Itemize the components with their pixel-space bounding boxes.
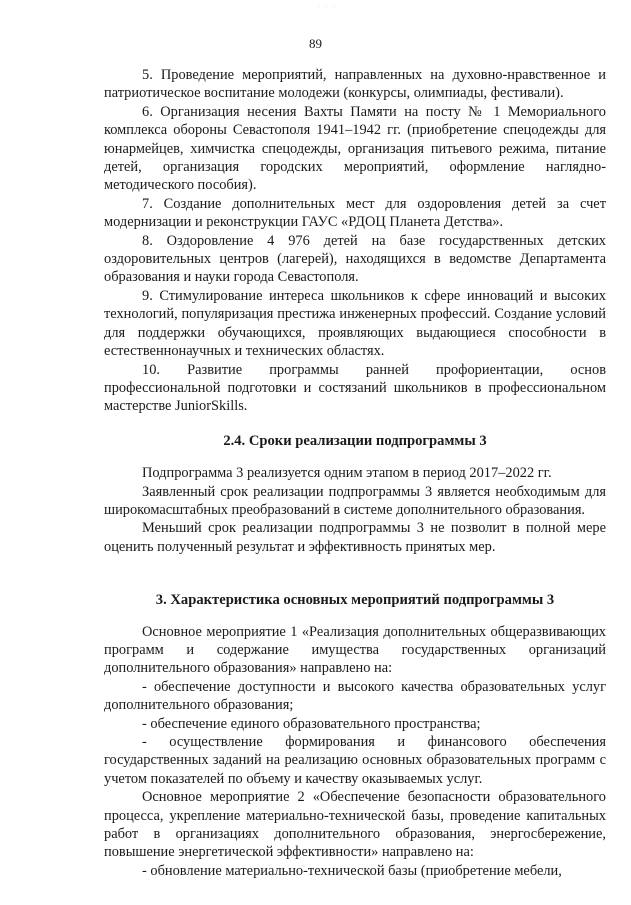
list-item-8: 8. Оздоровление 4 976 детей на базе государственных детских оздоровительных центров (лагерей), находящихся в ведомстве Департамента образования и науки города Севастополя.	[104, 232, 606, 286]
section-3-bullet-3: - осуществление формирования и финансового обеспечения государственных заданий на реализацию основных образовательных программ с учетом показателей по объему и качеству оказываемых услуг.	[104, 734, 606, 787]
section-2-4-paragraph-3: Меньший срок реализации подпрограммы 3 не позволит в полной мере оценить полученный результат и эффективность принятых мер.	[104, 520, 606, 555]
section-3-bullet-4: - обновление материально-технической базы (приобретение мебели,	[142, 862, 562, 879]
list-item-9: 9. Стимулирование интереса школьников к сфере инноваций и высоких технологий, популяризация престижа инженерных профессий. Создание условий для поддержки обучающихся, проявляющих выдающиеся способности в естественнонаучных и технических областях.	[104, 287, 606, 360]
page-content	[104, 66, 606, 880]
section-3-bullet-1: - обеспечение доступности и высокого качества образовательных услуг дополнительного образования;	[104, 678, 606, 714]
section-heading-3: 3. Характеристика основных мероприятий подпрограммы 3	[155, 592, 555, 609]
section-2-4-paragraph-1: Подпрограмма 3 реализуется одним этапом в период 2017–2022 гг.	[142, 465, 552, 482]
section-3-bullet-2: - обеспечение единого образовательного пространства;	[142, 715, 481, 732]
scan-artifact: · · ·	[318, 4, 337, 10]
page-number: 89	[309, 36, 322, 51]
section-heading-2-4: 2.4. Сроки реализации подпрограммы 3	[223, 432, 487, 449]
list-item-5: 5. Проведение мероприятий, направленных на духовно-нравственное и патриотическое воспитание молодежи (конкурсы, олимпиады, фестивали).	[104, 67, 606, 102]
section-3-paragraph-1: Основное мероприятие 1 «Реализация дополнительных общеразвивающих программ и содержание имущества государственных организаций дополнительного образования» направлено на:	[104, 623, 606, 677]
list-item-7: 7. Создание дополнительных мест для оздоровления детей за счет модернизации и реконструкции ГАУС «РДОЦ Планета Детства».	[104, 195, 606, 231]
list-item-6: 6. Организация несения Вахты Памяти на посту № 1 Мемориального комплекса обороны Севастополя 1941–1942 гг. (приобретение спецодежды для юнармейцев, химчистка спецодежды, организация питьевого режима, питание детей, организация городских мероприятий, оформление наглядно-методического пособия).	[104, 103, 606, 194]
section-2-4-paragraph-2: Заявленный срок реализации подпрограммы 3 является необходимым для широкомасштабных преобразований в системе дополнительного образования.	[104, 483, 606, 518]
section-3-paragraph-2: Основное мероприятие 2 «Обеспечение безопасности образовательного процесса, укрепление материально-технической базы, проведение капитальных работ в организациях дополнительного образования, энергосбережение, повышение энергетической эффективности» направлено на:	[104, 789, 606, 861]
list-item-10: 10. Развитие программы ранней профориентации, основ профессиональной подготовки и состязаний школьников в профессиональном мастерстве JuniorSkills.	[104, 361, 606, 415]
